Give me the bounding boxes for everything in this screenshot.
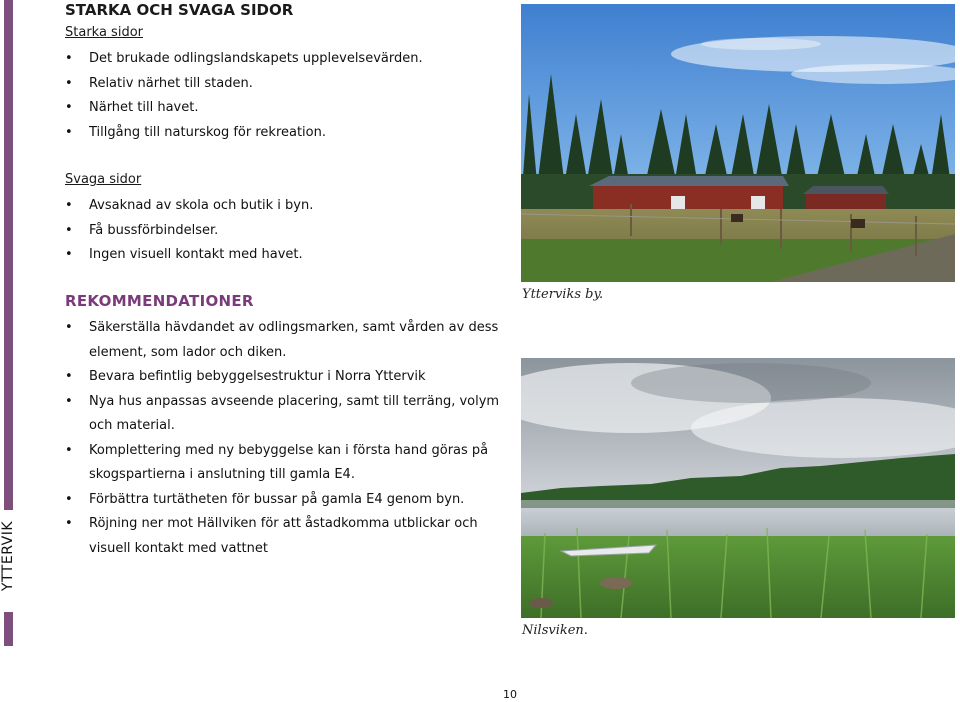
list-item: • Närhet till havet. (65, 96, 423, 121)
village-photo-caption: Ytterviks by. (522, 287, 604, 302)
sidebar-accent-bar-top (4, 0, 13, 510)
strengths-title: Starka sidor (65, 25, 143, 40)
lake-photo-caption: Nilsviken. (522, 623, 588, 638)
list-item: • Avsaknad av skola och butik i byn. (65, 194, 313, 219)
list-item: • Tillgång till naturskog för rekreation. (65, 121, 423, 146)
recommendations-list (65, 316, 509, 561)
strengths-list (65, 47, 423, 145)
page-number: 10 (503, 688, 517, 701)
sidebar-label: YTTERVIK (0, 520, 16, 592)
list-item: • Röjning ner mot Hällviken för att åstadkomma utblickar och visuell kontakt med vattnet (65, 512, 509, 561)
list-item: • Relativ närhet till staden. (65, 72, 423, 97)
weaknesses-list (65, 194, 313, 268)
list-item: • Bevara befintlig bebyggelsestruktur i Norra Yttervik (65, 365, 509, 390)
lake-photo (521, 358, 955, 618)
list-item: • Ingen visuell kontakt med havet. (65, 243, 313, 268)
weaknesses-title: Svaga sidor (65, 172, 142, 187)
list-item: • Det brukade odlingslandskapets upplevelsevärden. (65, 47, 423, 72)
list-item: • Förbättra turtätheten för bussar på gamla E4 genom byn. (65, 488, 509, 513)
page-heading: STARKA OCH SVAGA SIDOR (65, 1, 294, 19)
sidebar-accent-bar-bottom (4, 612, 13, 646)
list-item: • Komplettering med ny bebyggelse kan i första hand göras på skogspartierna i anslutning till gamla E4. (65, 439, 509, 488)
village-photo (521, 4, 955, 282)
list-item: • Få bussförbindelser. (65, 219, 313, 244)
list-item: • Säkerställa hävdandet av odlingsmarken, samt vården av dess element, som lador och diken. (65, 316, 509, 365)
recommendations-title: REKOMMENDATIONER (65, 292, 254, 310)
list-item: • Nya hus anpassas avseende placering, samt till terräng, volym och material. (65, 390, 509, 439)
